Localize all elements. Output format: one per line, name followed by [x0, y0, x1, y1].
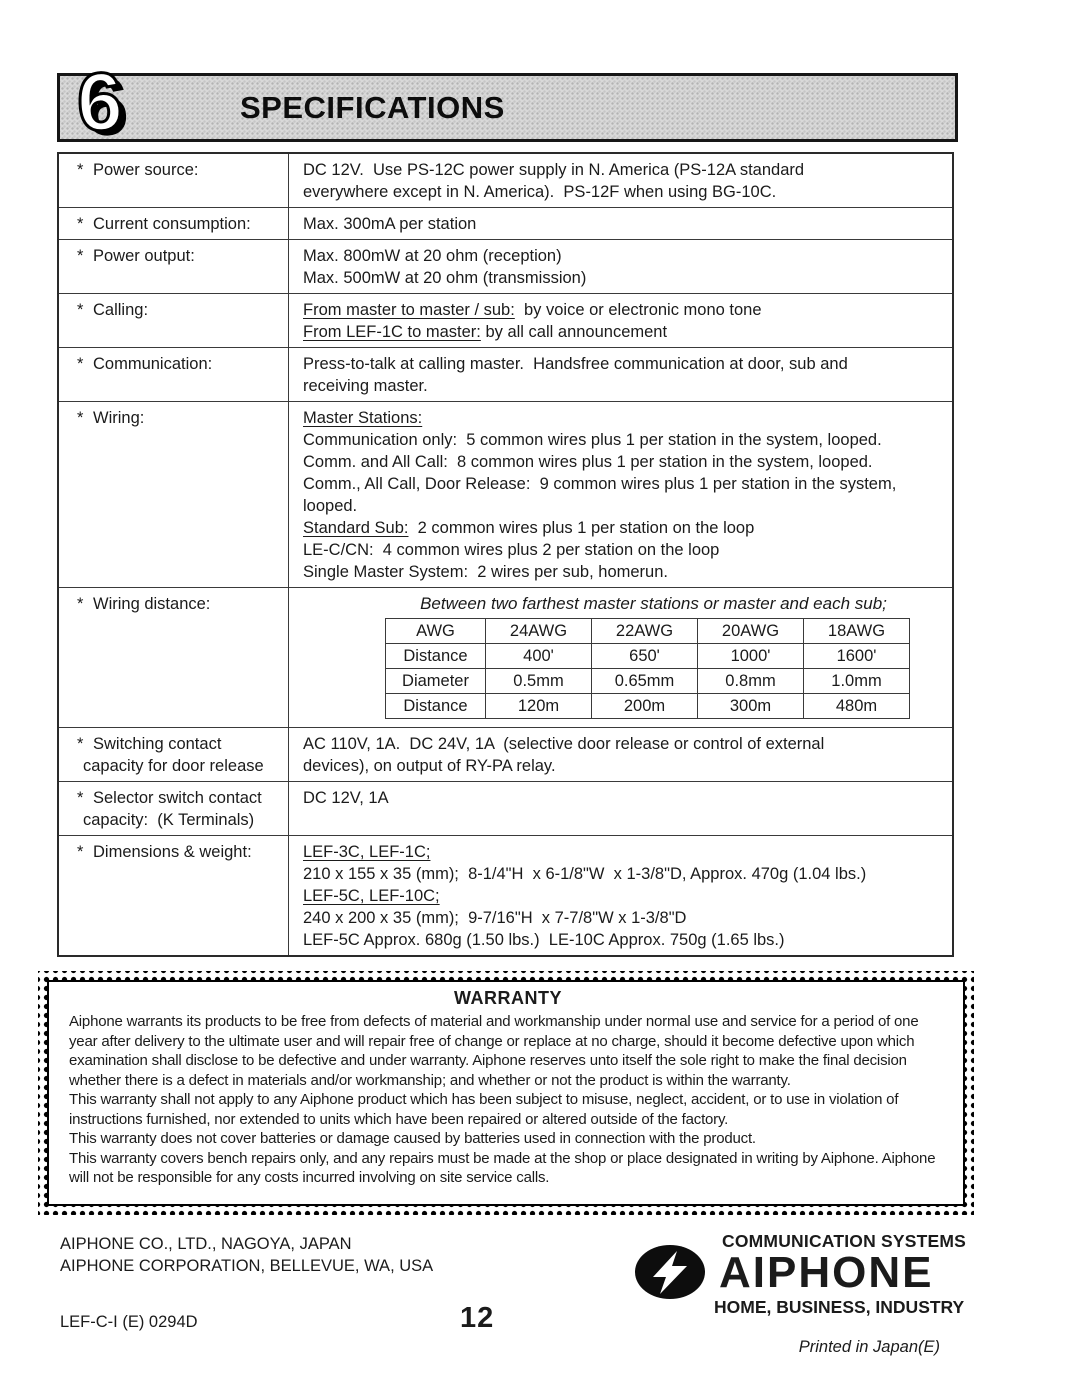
spec-row — [59, 240, 952, 294]
spec-row — [59, 402, 952, 588]
wire-gauge-cell: AWG — [386, 619, 486, 644]
value-text: 240 x 200 x 35 (mm); 9-7/16"H x 7-7/8"W x 1-3/8"D — [303, 909, 687, 927]
spec-value-line — [303, 353, 944, 375]
value-text: everywhere except in N. America). PS-12F when using BG-10C. — [303, 183, 777, 201]
asterisk-marker: * — [77, 843, 84, 861]
wire-gauge-row — [386, 669, 910, 694]
spec-label-text: Calling: — [93, 301, 149, 319]
asterisk-marker: * — [77, 301, 84, 319]
value-text: Single Master System: 2 wires per sub, homerun. — [303, 563, 668, 581]
spec-value-line — [303, 181, 944, 203]
spec-label-line — [77, 733, 282, 755]
wire-gauge-cell: 0.65mm — [592, 669, 698, 694]
spec-value-line — [303, 863, 944, 885]
spec-label-text: Current consumption: — [93, 215, 251, 233]
warranty-paragraph: Aiphone warrants its products to be free from defects of material and workmanship under normal use and service for a period of one year after delivery to the ultimate user and will repair free of change or replace at no charge, should it become defective upon which examination shall disclose to be defective and under warranty. Aiphone reserves unto itself the sole right to make the final decision whether there is a defect in materials and/or workmanship; and whether or not the product is within the warranty. — [69, 1013, 919, 1089]
wire-gauge-cell: 120m — [486, 694, 592, 719]
spec-row-label — [59, 348, 289, 401]
spec-row — [59, 348, 952, 402]
brand-tagline-bottom: HOME, BUSINESS, INDUSTRY — [714, 1297, 965, 1317]
underlined-term: From LEF-1C to master: — [303, 323, 481, 341]
wire-gauge-cell: 1.0mm — [804, 669, 910, 694]
spec-value-line — [303, 755, 944, 777]
underlined-term: LEF-3C, LEF-1C; — [303, 843, 431, 861]
warranty-paragraph: This warranty shall not apply to any Aiphone product which has been subject to misuse, neglect, accident, or to use in violation of instructions furnished, nor extended to units which have been repaired or altered outside of the factory. — [69, 1091, 899, 1128]
spec-label-line — [77, 407, 282, 429]
spec-label-line — [77, 353, 282, 375]
wire-gauge-row — [386, 694, 910, 719]
wire-gauge-cell: 1000' — [698, 644, 804, 669]
warranty-box — [38, 971, 974, 1215]
spec-label-text: Power source: — [93, 161, 199, 179]
wire-gauge-cell: 0.8mm — [698, 669, 804, 694]
wire-gauge-cell: 0.5mm — [486, 669, 592, 694]
warranty-paragraph: This warranty covers bench repairs only, and any repairs must be made at the shop or place designated in writing by Aiphone. Aiphone will not be responsible for any costs incurred involving on site service calls. — [69, 1149, 936, 1186]
spec-row — [59, 836, 952, 955]
spec-row-value — [289, 154, 952, 207]
value-text: Press-to-talk at calling master. Handsfree communication at door, sub and — [303, 355, 848, 373]
spec-label-text: Selector switch contact — [93, 789, 262, 807]
wire-gauge-cell: 20AWG — [698, 619, 804, 644]
spec-row-label — [59, 782, 289, 835]
spec-value-line — [303, 451, 944, 473]
spec-row — [59, 208, 952, 240]
spec-value-line — [303, 517, 944, 539]
spec-value-line — [303, 429, 944, 451]
wire-gauge-cell: 650' — [592, 644, 698, 669]
spec-value-line — [303, 213, 944, 235]
asterisk-marker: * — [77, 789, 84, 807]
value-text: by voice or electronic mono tone — [514, 301, 762, 319]
asterisk-marker: * — [77, 409, 84, 427]
spec-value-line — [303, 495, 944, 517]
wire-gauge-row — [386, 644, 910, 669]
spec-label-line — [77, 299, 282, 321]
spec-row — [59, 588, 952, 728]
value-text: Max. 300mA per station — [303, 215, 477, 233]
spec-value-line — [303, 885, 944, 907]
asterisk-marker: * — [77, 355, 84, 373]
spec-row-value — [289, 402, 952, 587]
warranty-title: WARRANTY — [454, 988, 562, 1008]
underlined-term: Master Stations: — [303, 409, 423, 427]
page-number: 12 — [460, 1302, 495, 1334]
underlined-term: LEF-5C, LEF-10C; — [303, 887, 440, 905]
spec-value-line — [303, 841, 944, 863]
spec-row-label — [59, 728, 289, 781]
printed-in-note: Printed in Japan(E) — [798, 1338, 940, 1356]
asterisk-marker: * — [77, 247, 84, 265]
spec-value-line — [303, 375, 944, 397]
spec-label-text: Wiring: — [93, 409, 145, 427]
wire-gauge-cell: Distance — [386, 644, 486, 669]
wire-gauge-cell: 480m — [804, 694, 910, 719]
value-text: 210 x 155 x 35 (mm); 8-1/4"H x 6-1/8"W x 1-3/8"D, Approx. 470g (1.04 lbs.) — [303, 865, 867, 883]
spec-value-line — [303, 407, 944, 429]
spec-label-text: capacity: (K Terminals) — [83, 811, 255, 829]
wire-distance-caption: Between two farthest master stations or master and each sub; — [420, 594, 887, 613]
underlined-term: From master to master / sub: — [303, 301, 515, 319]
warranty-paragraphs — [69, 1012, 947, 1188]
warranty-inner-frame — [47, 980, 965, 1206]
specifications-table — [57, 152, 954, 957]
wire-gauge-cell: Diameter — [386, 669, 486, 694]
spec-row-label — [59, 836, 289, 955]
spec-label-line — [77, 593, 282, 615]
spec-row-value — [289, 728, 952, 781]
spec-row-value — [289, 588, 952, 727]
spec-row — [59, 154, 952, 208]
value-text: Max. 800mW at 20 ohm (reception) — [303, 247, 562, 265]
spec-value-line — [303, 929, 944, 951]
company-address-block — [60, 1233, 433, 1277]
spec-label-line — [77, 841, 282, 863]
brand-tagline-top: COMMUNICATION SYSTEMS — [722, 1231, 967, 1251]
value-text: LE-C/CN: 4 common wires plus 2 per station on the loop — [303, 541, 720, 559]
spec-row-label — [59, 154, 289, 207]
wire-gauge-table — [385, 618, 910, 719]
spec-row-value — [289, 208, 952, 239]
company-line: AIPHONE CORPORATION, BELLEVUE, WA, USA — [60, 1257, 434, 1275]
section-header-bar — [57, 56, 958, 149]
wire-gauge-cell: 22AWG — [592, 619, 698, 644]
wire-gauge-cell: 1600' — [804, 644, 910, 669]
wire-gauge-cell: 400' — [486, 644, 592, 669]
value-text: Communication only: 5 common wires plus 1 per station in the system, looped. — [303, 431, 882, 449]
spec-value-line — [303, 159, 944, 181]
spec-value-line — [303, 267, 944, 289]
document-code: LEF-C-I (E) 0294D — [60, 1313, 198, 1331]
spec-value-line — [303, 787, 944, 809]
spec-label-line — [77, 159, 282, 181]
spec-value-line — [303, 907, 944, 929]
spec-value-line — [303, 321, 944, 343]
spec-row-value — [289, 348, 952, 401]
page-title: SPECIFICATIONS — [240, 89, 505, 125]
wire-gauge-cell: 300m — [698, 694, 804, 719]
spec-row-label — [59, 402, 289, 587]
asterisk-marker: * — [77, 735, 84, 753]
value-text: Max. 500mW at 20 ohm (transmission) — [303, 269, 587, 287]
wire-gauge-row — [386, 619, 910, 644]
spec-row — [59, 782, 952, 836]
spec-label-line — [77, 245, 282, 267]
asterisk-marker: * — [77, 161, 84, 179]
value-text: devices), on output of RY-PA relay. — [303, 757, 556, 775]
spec-label-text: capacity for door release — [83, 757, 264, 775]
spec-value-line — [303, 245, 944, 267]
value-text: Comm. and All Call: 8 common wires plus 1 per station in the system, looped. — [303, 453, 873, 471]
spec-row-label — [59, 294, 289, 347]
spec-label-line — [83, 809, 282, 831]
wire-gauge-cell: Distance — [386, 694, 486, 719]
spec-row-label — [59, 208, 289, 239]
spec-label-line — [83, 755, 282, 777]
warranty-paragraph: This warranty does not cover batteries or damage caused by batteries used in connection with the product. — [69, 1130, 756, 1147]
spec-label-text: Power output: — [93, 247, 195, 265]
value-text: looped. — [303, 497, 358, 515]
spec-value-line — [303, 539, 944, 561]
spec-label-text: Dimensions & weight: — [93, 843, 252, 861]
value-text: receiving master. — [303, 377, 428, 395]
spec-label-text: Communication: — [93, 355, 213, 373]
spec-row-value — [289, 782, 952, 835]
value-text: AC 110V, 1A. DC 24V, 1A (selective door release or control of external — [303, 735, 825, 753]
spec-row — [59, 294, 952, 348]
asterisk-marker: * — [77, 215, 84, 233]
spec-value-line — [303, 561, 944, 583]
underlined-term: Standard Sub: — [303, 519, 409, 537]
value-text: DC 12V. Use PS-12C power supply in N. America (PS-12A standard — [303, 161, 805, 179]
spec-value-line — [303, 733, 944, 755]
spec-label-line — [77, 787, 282, 809]
wire-gauge-cell: 18AWG — [804, 619, 910, 644]
spec-label-text: Switching contact — [93, 735, 222, 753]
asterisk-marker: * — [77, 595, 84, 613]
brand-name: AIPHONE — [719, 1248, 934, 1297]
spec-label-line — [77, 213, 282, 235]
company-line: AIPHONE CO., LTD., NAGOYA, JAPAN — [60, 1235, 352, 1253]
value-text: 2 common wires plus 1 per station on the loop — [408, 519, 755, 537]
brand-block — [634, 1231, 967, 1357]
value-text: DC 12V, 1A — [303, 789, 389, 807]
spec-row-label — [59, 240, 289, 293]
spec-value-line — [303, 473, 944, 495]
value-text: by all call announcement — [480, 323, 668, 341]
spec-row — [59, 728, 952, 782]
spec-row-label — [59, 588, 289, 727]
wire-gauge-cell: 24AWG — [486, 619, 592, 644]
value-text: Comm., All Call, Door Release: 9 common wires plus 1 per station in the system, — [303, 475, 897, 493]
section-number: 6 — [75, 56, 125, 149]
wire-gauge-cell: 200m — [592, 694, 698, 719]
aiphone-logo-icon — [634, 1244, 706, 1300]
spec-label-text: Wiring distance: — [93, 595, 211, 613]
value-text: LEF-5C Approx. 680g (1.50 lbs.) LE-10C Approx. 750g (1.65 lbs.) — [303, 931, 785, 949]
spec-value-line — [303, 299, 944, 321]
spec-row-value — [289, 294, 952, 347]
spec-row-value — [289, 836, 952, 955]
spec-row-value — [289, 240, 952, 293]
